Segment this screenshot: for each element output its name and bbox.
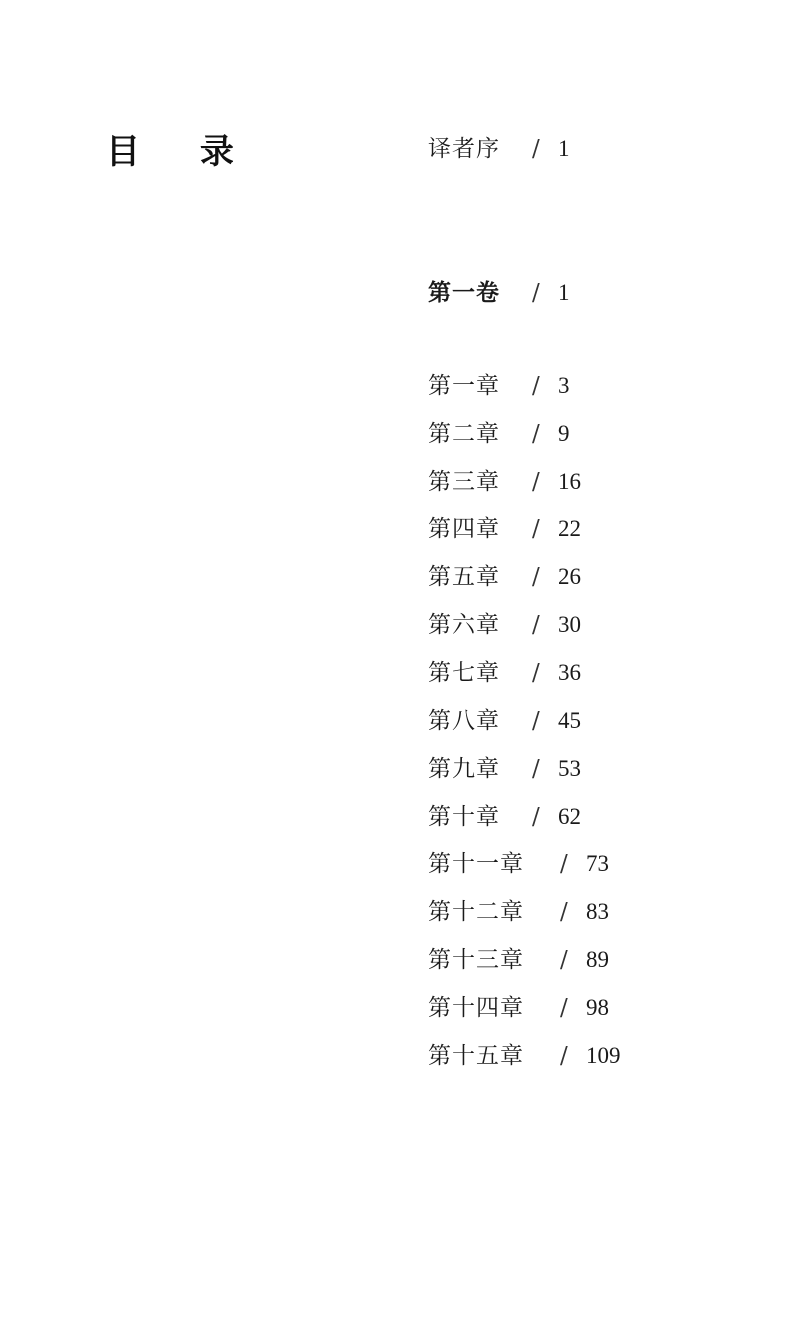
toc-separator: /	[560, 995, 568, 1021]
toc-separator: /	[532, 564, 540, 590]
toc-entry-label: 第十二章	[428, 899, 524, 925]
toc-entry-chapter-5[interactable]	[428, 560, 581, 594]
toc-entry-label: 第九章	[428, 756, 500, 782]
toc-separator: /	[560, 899, 568, 925]
toc-entry-chapter-1[interactable]	[428, 369, 570, 403]
toc-separator: /	[560, 947, 568, 973]
toc-entry-label: 第十章	[428, 804, 500, 830]
toc-entry-chapter-7[interactable]	[428, 656, 581, 690]
toc-entry-chapter-15[interactable]	[428, 1039, 621, 1073]
toc-page-number: 98	[586, 995, 609, 1020]
toc-entry-label: 第七章	[428, 660, 500, 686]
toc-page-number: 109	[586, 1043, 621, 1068]
toc-separator: /	[532, 804, 540, 830]
toc-entry-label: 第八章	[428, 708, 500, 734]
toc-entry-chapter-6[interactable]	[428, 608, 581, 642]
page-title: 目 录	[106, 132, 258, 172]
toc-entry-label: 第二章	[428, 421, 500, 447]
toc-entry-chapter-3[interactable]	[428, 465, 581, 499]
toc-separator: /	[532, 756, 540, 782]
toc-entry-chapter-8[interactable]	[428, 704, 581, 738]
toc-separator: /	[532, 516, 540, 542]
toc-page-number: 62	[558, 804, 581, 829]
toc-page-number: 16	[558, 469, 581, 494]
toc-page-number: 26	[558, 564, 581, 589]
toc-entry-label: 第十三章	[428, 947, 524, 973]
toc-entry-label: 译者序	[428, 136, 500, 162]
toc-entry-preface[interactable]	[428, 132, 570, 166]
toc-entry-label: 第五章	[428, 564, 500, 590]
toc-page-number: 30	[558, 612, 581, 637]
toc-entry-label: 第六章	[428, 612, 500, 638]
toc-page-number: 1	[558, 280, 570, 305]
toc-entry-label: 第十五章	[428, 1043, 524, 1069]
toc-separator: /	[532, 280, 540, 306]
toc-separator: /	[532, 373, 540, 399]
toc-page-number: 45	[558, 708, 581, 733]
toc-entry-chapter-12[interactable]	[428, 895, 609, 929]
toc-page-number: 89	[586, 947, 609, 972]
toc-entry-chapter-11[interactable]	[428, 847, 609, 881]
toc-separator: /	[532, 660, 540, 686]
toc-entry-chapter-10[interactable]	[428, 800, 581, 834]
toc-separator: /	[532, 708, 540, 734]
toc-entry-label: 第三章	[428, 469, 500, 495]
toc-entry-chapter-4[interactable]	[428, 512, 581, 546]
toc-separator: /	[532, 421, 540, 447]
toc-entry-chapter-14[interactable]	[428, 991, 609, 1025]
toc-entry-label: 第一卷	[428, 280, 500, 306]
toc-page-number: 22	[558, 516, 581, 541]
toc-separator: /	[532, 612, 540, 638]
toc-page-number: 3	[558, 373, 570, 398]
toc-separator: /	[532, 136, 540, 162]
toc-page-number: 36	[558, 660, 581, 685]
toc-entry-label: 第十四章	[428, 995, 524, 1021]
toc-entry-chapter-9[interactable]	[428, 752, 581, 786]
toc-page-number: 53	[558, 756, 581, 781]
toc-page-number: 83	[586, 899, 609, 924]
toc-entry-chapter-13[interactable]	[428, 943, 609, 977]
toc-page-number: 1	[558, 136, 570, 161]
toc-page-number: 9	[558, 421, 570, 446]
toc-entry-label: 第四章	[428, 516, 500, 542]
toc-separator: /	[532, 469, 540, 495]
toc-entry-label: 第一章	[428, 373, 500, 399]
toc-separator: /	[560, 1043, 568, 1069]
toc-entry-label: 第十一章	[428, 851, 524, 877]
toc-separator: /	[560, 851, 568, 877]
toc-page-number: 73	[586, 851, 609, 876]
toc-entry-volume-1[interactable]	[428, 276, 570, 310]
toc-entry-chapter-2[interactable]	[428, 417, 570, 451]
